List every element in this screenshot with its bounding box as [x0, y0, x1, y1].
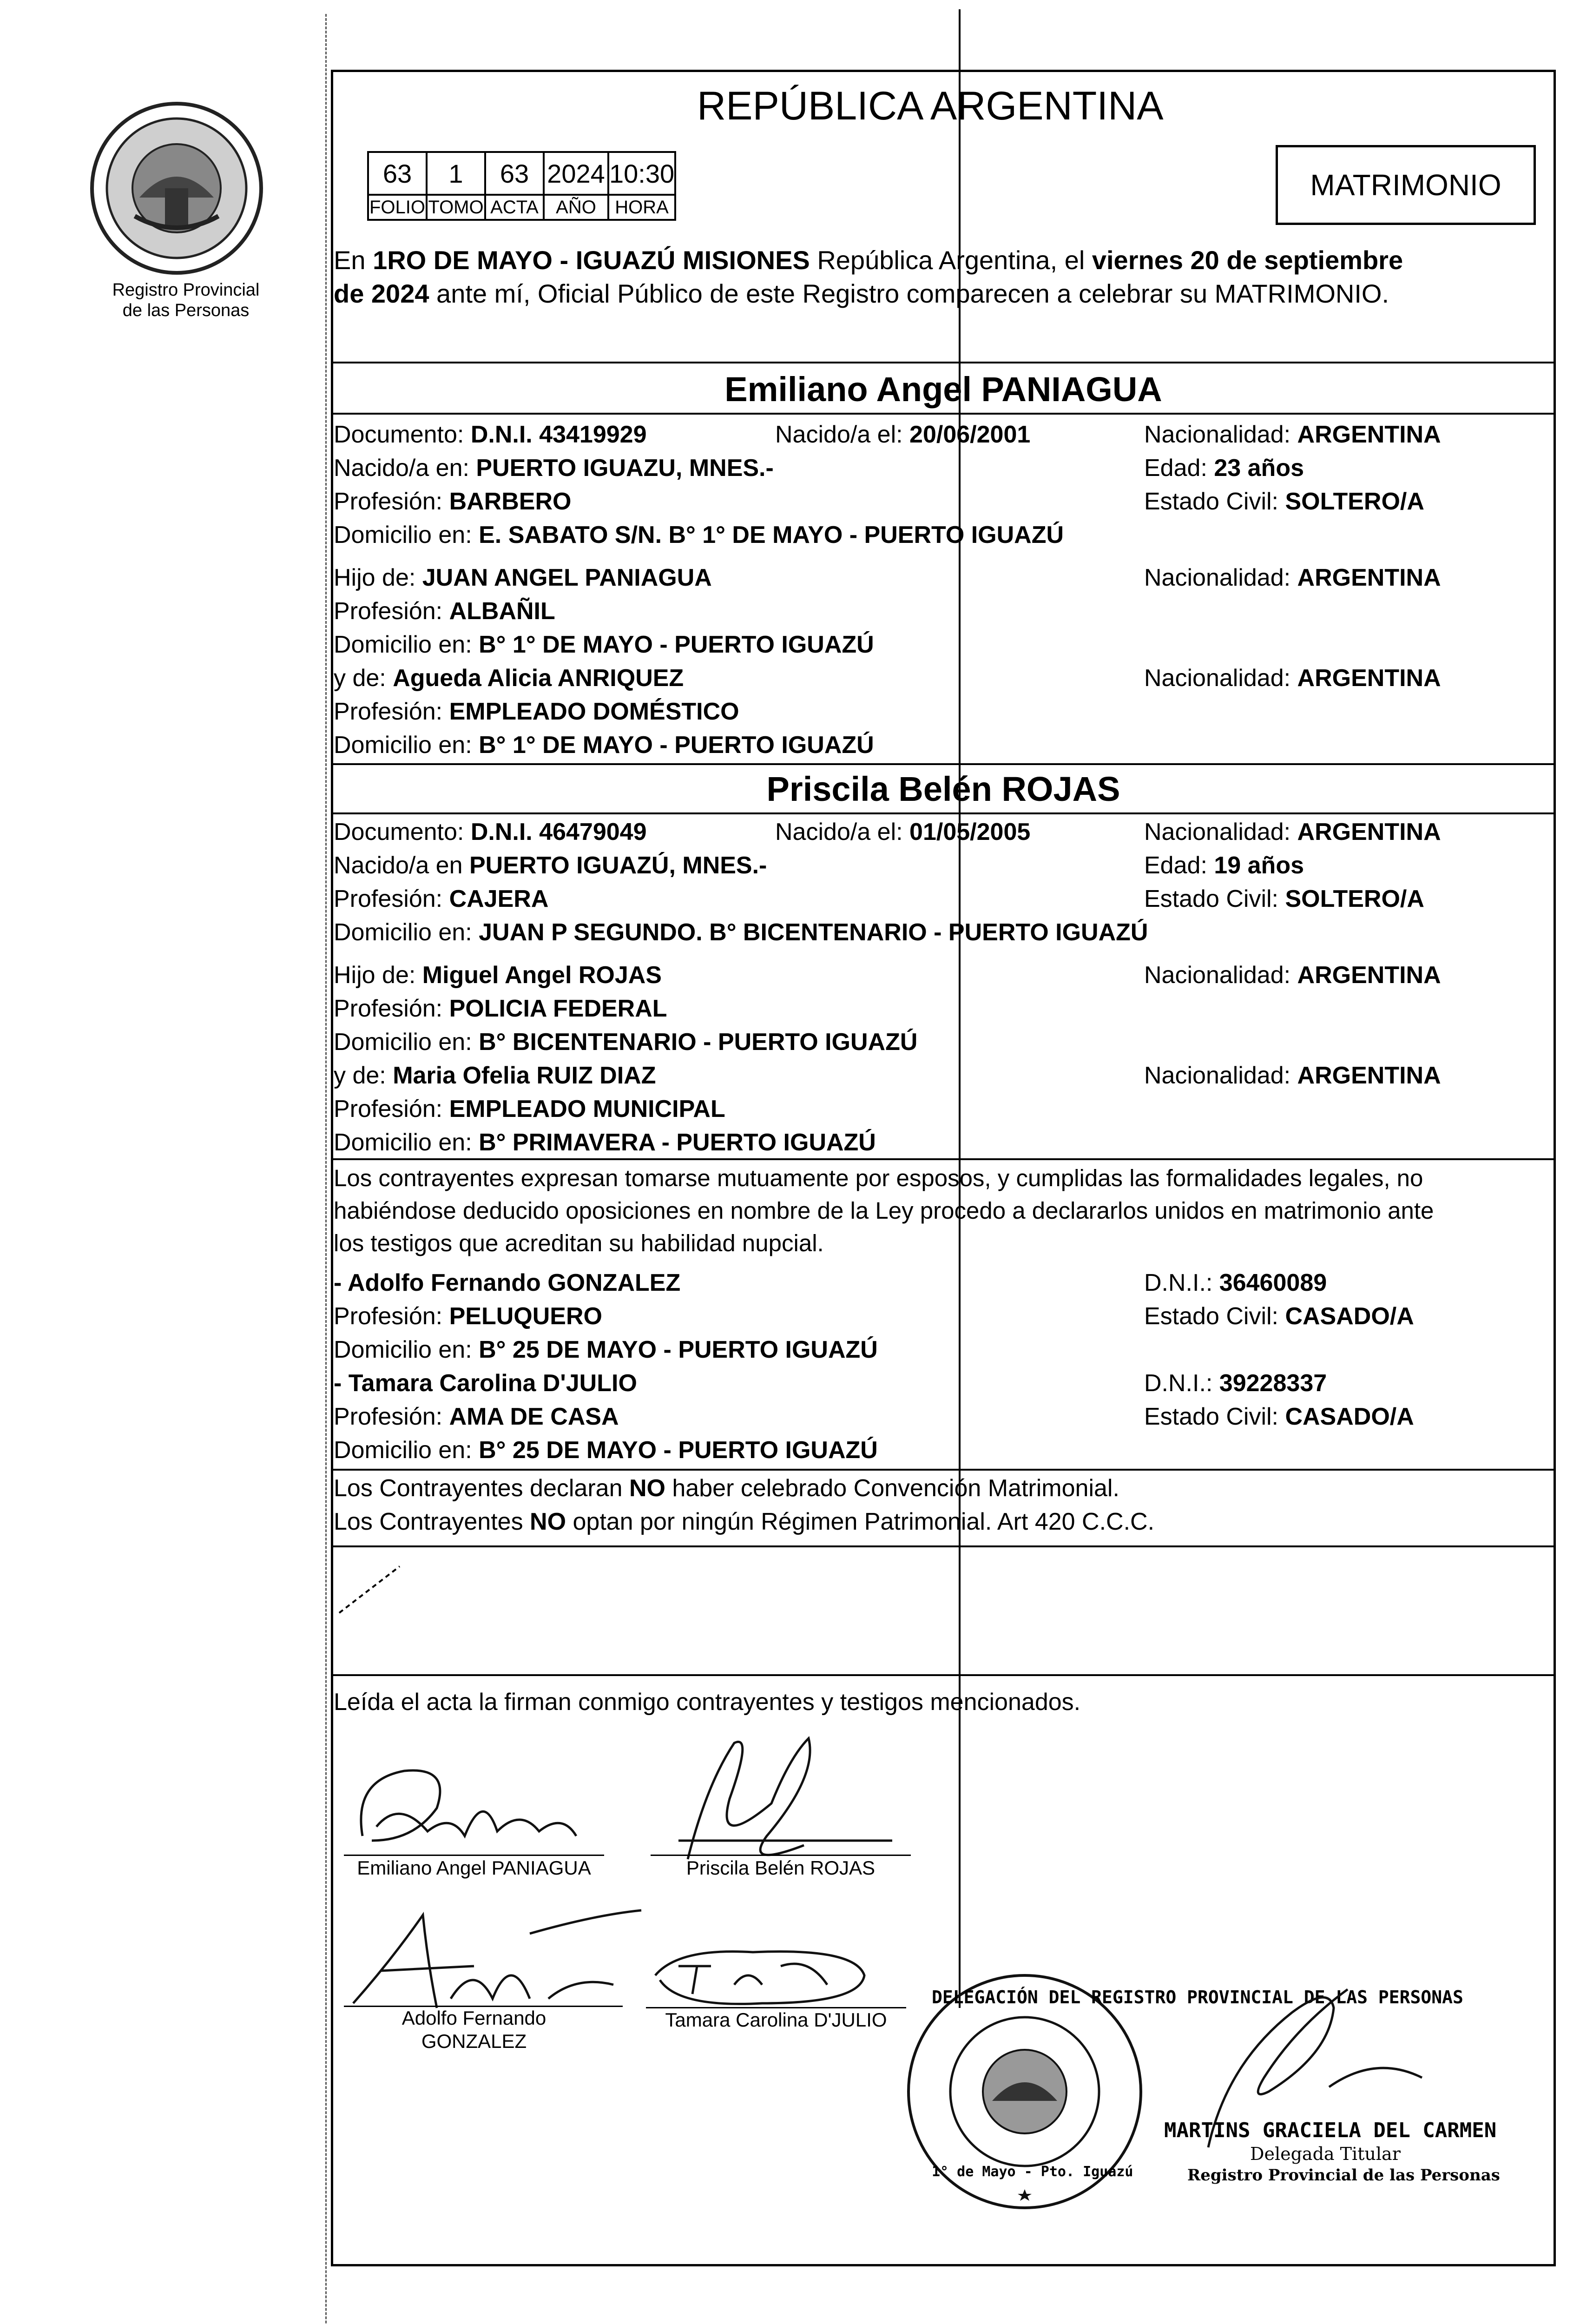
witness2-name: - Tamara Carolina D'JULIO — [334, 1370, 637, 1397]
groom-birthdate: Nacido/a el: 20/06/2001 — [775, 421, 1031, 448]
bride-address: Domicilio en: JUAN P SEGUNDO. B° BICENTENARIO - PUERTO IGUAZÚ — [334, 919, 1148, 946]
groom-age: Edad: 23 años — [1144, 455, 1304, 482]
province-seal-logo — [88, 100, 265, 277]
witness1-dni: D.N.I.: 36460089 — [1144, 1269, 1327, 1296]
closing-statement: Leída el acta la firman conmigo contrayentes y testigos mencionados. — [334, 1689, 1081, 1716]
intro-line-1: En 1RO DE MAYO - IGUAZÚ MISIONES República Argentina, el viernes 20 de septiembre — [334, 245, 1403, 275]
folio-label: FOLIO — [368, 195, 427, 220]
witness1-profession: Profesión: PELUQUERO — [334, 1303, 602, 1330]
witness1-address: Domicilio en: B° 25 DE MAYO - PUERTO IGUAZÚ — [334, 1336, 878, 1363]
official-name: MARTINS GRACIELA DEL CARMEN — [1164, 2119, 1497, 2142]
folio-value: 63 — [368, 152, 427, 195]
record-identifiers-table — [367, 151, 676, 221]
left-margin-line — [325, 14, 327, 2324]
groom-nationality: Nacionalidad: ARGENTINA — [1144, 421, 1441, 448]
bride-document: Documento: D.N.I. 46479049 — [334, 819, 647, 845]
groom-profession: Profesión: BARBERO — [334, 488, 572, 515]
declaration-line-2: habiéndose deducido oposiciones en nombre de la Ley procedo a declararlos unidos en matrimonio ante — [334, 1197, 1434, 1224]
witness1-signature — [335, 1906, 651, 2017]
witness1-civil-status: Estado Civil: CASADO/A — [1144, 1303, 1414, 1330]
bride-birthdate: Nacido/a el: 01/05/2005 — [775, 819, 1031, 845]
bride-birthplace: Nacido/a en PUERTO IGUAZÚ, MNES.- — [334, 852, 767, 879]
tomo-value: 1 — [427, 152, 485, 195]
hora-label: HORA — [608, 195, 675, 220]
witness2-civil-status: Estado Civil: CASADO/A — [1144, 1403, 1414, 1430]
bride-name-title: Priscila Belén ROJAS — [766, 770, 1120, 808]
witness2-profession: Profesión: AMA DE CASA — [334, 1403, 619, 1430]
declaration-line-1: Los contrayentes expresan tomarse mutuamente por esposos, y cumplidas las formalidades legales, no — [334, 1165, 1423, 1191]
groom-address: Domicilio en: E. SABATO S/N. B° 1° DE MAYO - PUERTO IGUAZÚ — [334, 522, 1064, 548]
witness1-signature-label-1: Adolfo Fernando — [402, 2007, 546, 2029]
bride-mother-nationality: Nacionalidad: ARGENTINA — [1144, 1062, 1441, 1089]
bride-age: Edad: 19 años — [1144, 852, 1304, 879]
acta-label: ACTA — [485, 195, 544, 220]
regime-statement: Los Contrayentes NO optan por ningún Régimen Patrimonial. Art 420 C.C.C. — [334, 1508, 1155, 1535]
official-title: Delegada Titular — [1250, 2144, 1401, 2164]
logo-caption-1: Registro Provincial — [112, 280, 260, 300]
bride-mother-profession: Profesión: EMPLEADO MUNICIPAL — [334, 1096, 725, 1122]
bride-father-nationality: Nacionalidad: ARGENTINA — [1144, 962, 1441, 989]
intro-line-2: de 2024 ante mí, Oficial Público de este Registro comparecen a celebrar su MATRIMONIO. — [334, 279, 1389, 308]
witness2-signature — [641, 1938, 902, 2017]
bride-civil-status: Estado Civil: SOLTERO/A — [1144, 885, 1424, 912]
groom-mother-address: Domicilio en: B° 1° DE MAYO - PUERTO IGUAZÚ — [334, 732, 874, 759]
blank-slash-mark — [335, 1562, 409, 1618]
bride-profession: Profesión: CAJERA — [334, 885, 549, 912]
declaration-line-3: los testigos que acreditan su habilidad nupcial. — [334, 1230, 824, 1256]
country-title: REPÚBLICA ARGENTINA — [697, 84, 1164, 128]
groom-name-title: Emiliano Angel PANIAGUA — [724, 370, 1162, 409]
groom-signature-label: Emiliano Angel PANIAGUA — [357, 1857, 591, 1879]
tomo-label: TOMO — [427, 195, 485, 220]
groom-birthplace: Nacido/a en: PUERTO IGUAZU, MNES.- — [334, 455, 774, 482]
groom-signature — [344, 1752, 586, 1859]
anio-label: AÑO — [544, 195, 608, 220]
bride-mother-address: Domicilio en: B° PRIMAVERA - PUERTO IGUAZÚ — [334, 1129, 876, 1156]
bride-mother: y de: Maria Ofelia RUIZ DIAZ — [334, 1062, 656, 1089]
bride-signature-label: Priscila Belén ROJAS — [686, 1857, 876, 1879]
groom-mother-nationality: Nacionalidad: ARGENTINA — [1144, 665, 1441, 692]
bride-father-address: Domicilio en: B° BICENTENARIO - PUERTO IGUAZÚ — [334, 1029, 918, 1056]
witness2-address: Domicilio en: B° 25 DE MAYO - PUERTO IGUAZÚ — [334, 1437, 878, 1464]
anio-value: 2024 — [544, 152, 608, 195]
groom-father-profession: Profesión: ALBAÑIL — [334, 598, 555, 625]
groom-father-address: Domicilio en: B° 1° DE MAYO - PUERTO IGUAZÚ — [334, 631, 874, 658]
groom-mother: y de: Agueda Alicia ANRIQUEZ — [334, 665, 684, 692]
acta-value: 63 — [485, 152, 544, 195]
stamp-bottom-text: 1° de Mayo - Pto. Iguazú — [932, 2164, 1133, 2180]
witness1-signature-label-2: GONZALEZ — [421, 2030, 527, 2052]
bride-nationality: Nacionalidad: ARGENTINA — [1144, 819, 1441, 845]
logo-caption-2: de las Personas — [122, 301, 250, 320]
hora-value: 10:30 — [608, 152, 675, 195]
groom-document: Documento: D.N.I. 43419929 — [334, 421, 647, 448]
act-type: MATRIMONIO — [1310, 168, 1501, 202]
witness1-name: - Adolfo Fernando GONZALEZ — [334, 1269, 681, 1296]
convention-statement: Los Contrayentes declaran NO haber celebrado Convención Matrimonial. — [334, 1475, 1119, 1502]
groom-mother-profession: Profesión: EMPLEADO DOMÉSTICO — [334, 698, 739, 725]
stamp-ring-text: DELEGACIÓN DEL REGISTRO PROVINCIAL DE LAS PERSONAS — [932, 1987, 1463, 2007]
groom-father: Hijo de: JUAN ANGEL PANIAGUA — [334, 564, 712, 591]
witness2-signature-label: Tamara Carolina D'JULIO — [665, 2009, 887, 2031]
groom-civil-status: Estado Civil: SOLTERO/A — [1144, 488, 1424, 515]
bride-father: Hijo de: Miguel Angel ROJAS — [334, 962, 662, 989]
bride-father-profession: Profesión: POLICIA FEDERAL — [334, 995, 667, 1022]
official-office: Registro Provincial de las Personas — [1187, 2166, 1500, 2185]
witness2-dni: D.N.I.: 39228337 — [1144, 1370, 1327, 1397]
act-type-box — [1276, 145, 1536, 225]
groom-father-nationality: Nacionalidad: ARGENTINA — [1144, 564, 1441, 591]
